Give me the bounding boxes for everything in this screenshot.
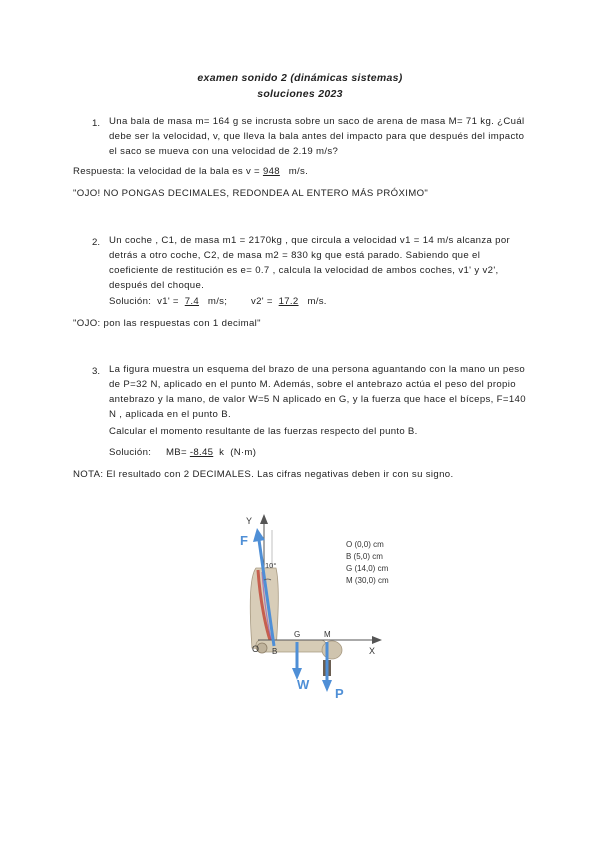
question-3-note: NOTA: El resultado con 2 DECIMALES. Las cifras negativas deben ir con su signo. — [73, 469, 454, 480]
weight-W-label: W — [297, 677, 310, 692]
force-F-label: F — [240, 533, 248, 548]
point-M-label: M — [324, 630, 331, 639]
v1-unit: m/s; — [207, 296, 228, 307]
question-1-note: "OJO! NO PONGAS DECIMALES, REDONDEA AL ENTERO MÁS PRÓXIMO" — [73, 188, 429, 199]
solution-label: Solución: v1' = — [109, 296, 182, 307]
question-3-number: 3. — [92, 366, 101, 377]
question-1-number: 1. — [92, 118, 101, 129]
v2-value: 17.2 — [278, 296, 299, 307]
page-subtitle: soluciones 2023 — [257, 88, 343, 100]
coord-B: B (5,0) cm — [346, 552, 383, 561]
answer-label: Respuesta: la velocidad de la bala es v = — [73, 166, 263, 177]
coord-G: G (14,0) cm — [346, 564, 389, 573]
hand — [322, 641, 342, 659]
v1-value: 7.4 — [184, 296, 200, 307]
answer-unit: m/s. — [288, 166, 309, 177]
y-axis-arrowhead — [260, 514, 268, 524]
point-O-label: O — [252, 644, 260, 654]
weight-P-arrowhead — [322, 680, 332, 692]
question-2-text: Un coche , C1, de masa m1 = 2170kg , que circula a velocidad v1 = 14 m/s alcanza por detrás a otro coche, C2, de masa m2 = 830 kg que está parado. Sabiendo que el coeficiente de restitución es e= 0.7 , calcula la velocidad de ambos coches, v1' y v2', después del choque. — [109, 235, 511, 291]
force-F-arrowhead — [253, 528, 265, 542]
x-axis-label: X — [369, 646, 376, 656]
v2-unit: m/s. — [307, 296, 327, 307]
answer-value: 948 — [262, 166, 280, 177]
angle-label: 10° — [265, 561, 277, 570]
coord-O: O (0,0) cm — [346, 540, 384, 549]
y-axis-label: Y — [246, 516, 253, 526]
moment-value: -8.45 — [189, 447, 214, 458]
moment-unit: k (N·m) — [219, 447, 257, 458]
solution-label: Solución: MB= — [109, 447, 187, 458]
v2-label: v2' = — [250, 296, 276, 307]
question-3-text: La figura muestra un esquema del brazo de una persona aguantando con la mano un peso de P=32 N, aplicado en el punto M. Además, sobre el antebrazo actúa el peso del propio antebrazo y la mano, de valor W=5 N aplicado en G, y la fuerza que hace el bíceps, F=140 N , aplicada en el punto B. — [109, 364, 526, 420]
point-B-label: B — [272, 647, 278, 656]
page-title: examen sonido 2 (dinámicas sistemas) — [197, 72, 403, 84]
question-2-number: 2. — [92, 237, 101, 248]
weight-P-label: P — [335, 686, 344, 701]
x-axis-arrowhead — [372, 636, 382, 644]
question-2-note: "OJO: pon las respuestas con 1 decimal" — [73, 318, 261, 329]
coord-M: M (30,0) cm — [346, 576, 389, 585]
question-1-text: Una bala de masa m= 164 g se incrusta sobre un saco de arena de masa M= 71 kg. ¿Cuál debe ser la velocidad, v, que lleva la bala antes del impacto para que después del impacto el saco se mueva con una velocidad de 2.19 m/s? — [109, 116, 525, 157]
point-G-label: G — [294, 630, 301, 639]
question-3-question: Calcular el momento resultante de las fuerzas respecto del punto B. — [109, 426, 418, 437]
